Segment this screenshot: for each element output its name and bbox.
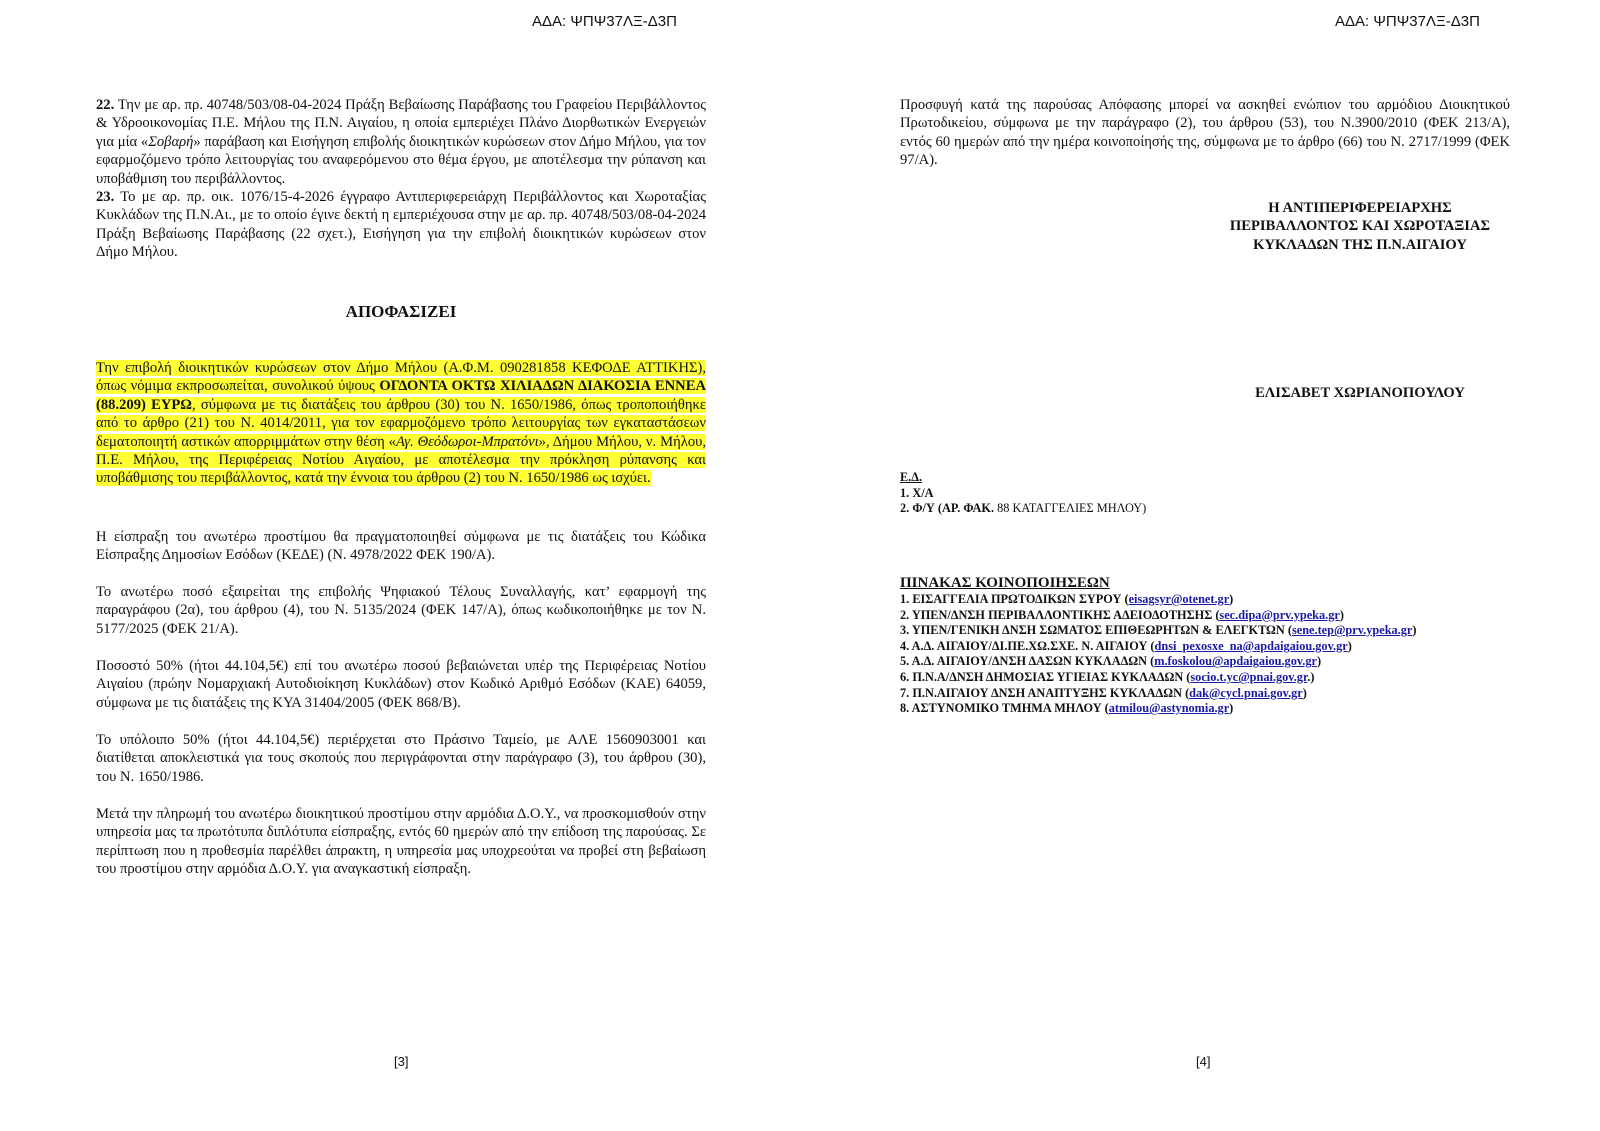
page-4 xyxy=(800,0,1600,1131)
recipient-name: ΥΠΕΝ/ΔΝΣΗ ΠΕΡΙΒΑΛΛΟΝΤΙΚΗΣ ΑΔΕΙΟΔΟΤΗΣΗΣ xyxy=(911,607,1213,622)
decision-text: Την επιβολή διοικητικών κυρώσεων στον Δήμο Μήλου (Α.Φ.Μ. 090281858 ΚΕΦΟΔΕ ΑΤΤΙΚΗΣ), όπως νόμιμα εκπροσωπείται, συνολικού ύψους ΟΓΔΟΝΤΑ ΟΚΤΩ ΧΙΛΙΑΔΩΝ ΔΙΑΚΟΣΙΑ ΕΝΝΕΑ (88.209) ΕΥΡΩ, σύμφωνα με τις διατάξεις του άρθρου (30) του Ν. 1650/1986, όπως τροποποιήθηκε από το άρθρο (21) του Ν. 4014/2011, για τον εφαρμοζόμενο τρόπο λειτουργίας των εγκαταστάσεων δεματοποιητή αστικών απορριμμάτων στην θέση «Αγ. Θεόδωροι-Μπρατόνι», Δήμου Μήλου, ν. Μήλου, Π.Ε. Μήλου, της Περιφέρειας Νοτίου Αιγαίου, με αποτέλεσμα την πρόκληση ρύπανσης και υποβάθμισης του περιβάλλοντος, κατά την έννοια του άρθρου (2) του Ν. 1650/1986 ως ισχύει. xyxy=(96,360,706,487)
recipient-email-link[interactable]: dak@cycl.pnai.gov.gr xyxy=(1189,685,1303,700)
recipient-name: ΑΣΤΥΝΟΜΙΚΟ ΤΜΗΜΑ ΜΗΛΟΥ xyxy=(911,701,1102,716)
distribution-list xyxy=(900,574,1540,717)
consideration-23: 23. Το με αρ. πρ. οικ. 1076/15-4-2026 έγγραφο Αντιπεριφερειάρχη Περιβάλλοντος και Χωροταξίας Κυκλάδων της Π.Ν.Αι., με το οποίο έγινε δεκτή η εμπεριέχουσα στην με αρ. πρ. 40748/503/08-04-2024 Πράξη Βεβαίωσης Παράβασης (22 σχετ.), Εισήγηση για την επιβολή διοικητικών κυρώσεων στον Δήμο Μήλου. xyxy=(96,189,706,261)
recipient-name: ΥΠΕΝ/ΓΕΝΙΚΗ ΔΝΣΗ ΣΩΜΑΤΟΣ ΕΠΙΘΕΩΡΗΤΩΝ & ΕΛΕΓΚΤΩΝ xyxy=(911,623,1285,638)
ada-code: ΑΔΑ: ΨΠΨ37ΛΞ-Δ3Π xyxy=(532,13,677,30)
recipient-email-link[interactable]: eisagsyr@otenet.gr xyxy=(1128,592,1230,606)
payment-paragraph: Μετά την πληρωμή του ανωτέρω διοικητικού προστίμου στην αρμόδια Δ.Ο.Υ., να προσκομισθούν στην υπηρεσία μας τα πρωτότυπα διπλότυπα είσπραξης, εντός 60 ημερών από την επίδοση της παρούσας. Σε περίπτωση που η προθεσμία παρέλθει άπρακτη, η υπηρεσία μας υποχρεούται να προβεί στη βεβαίωση του προστίμου στην αρμόδια Δ.Ο.Υ. για αναγκαστική είσπραξη. xyxy=(96,806,706,878)
distribution-item: 1. ΕΙΣΑΓΓΕΛΙΑ ΠΡΩΤΟΔΙΚΩΝ ΣΥΡΟΥ (eisagsyr@otenet.gr) xyxy=(900,592,1234,606)
distribution-item: 2. ΥΠΕΝ/ΔΝΣΗ ΠΕΡΙΒΑΛΛΟΝΤΙΚΗΣ ΑΔΕΙΟΔΟΤΗΣΗΣ (sec.dipa@prv.ypeka.gr) xyxy=(900,607,1344,622)
decision-paragraph xyxy=(96,359,706,488)
distribution-heading: ΠΙΝΑΚΑΣ ΚΟΙΝΟΠΟΙΗΣΕΩΝ xyxy=(900,575,1110,591)
distribution-item: 5. Α.Δ. ΑΙΓΑΙΟΥ/ΔΝΣΗ ΔΑΣΩΝ ΚΥΚΛΑΔΩΝ (m.foskolou@apdaigaiou.gov.gr) xyxy=(900,654,1322,669)
distribution-item: 3. ΥΠΕΝ/ΓΕΝΙΚΗ ΔΝΣΗ ΣΩΜΑΤΟΣ ΕΠΙΘΕΩΡΗΤΩΝ & ΕΛΕΓΚΤΩΝ (sene.tep@prv.ypeka.gr) xyxy=(900,623,1417,638)
recipient-name: Α.Δ. ΑΙΓΑΙΟΥ/ΔΝΣΗ ΔΑΣΩΝ ΚΥΚΛΑΔΩΝ xyxy=(911,654,1148,669)
distribution-item: 4. Α.Δ. ΑΙΓΑΙΟΥ/ΔΙ.ΠΕ.ΧΩ.ΣΧΕ. Ν. ΑΙΓΑΙΟΥ (dnsi_pexosxe_na@apdaigaiou.gov.gr) xyxy=(900,638,1352,653)
collection-paragraph: Η είσπραξη του ανωτέρω προστίμου θα πραγματοποιηθεί σύμφωνα με τις διατάξεις του Κώδικα Είσπραξης Δημοσίων Εσόδων (ΚΕΔΕ) (Ν. 4978/2022 ΦΕΚ 190/Α). xyxy=(96,529,706,564)
considerations-block xyxy=(96,96,706,262)
appeal-paragraph: Προσφυγή κατά της παρούσας Απόφασης μπορεί να ασκηθεί ενώπιον του αρμόδιου Διοικητικού Πρωτοδικείου, σύμφωνα με την παράγραφο (2), του άρθρου (53), του Ν.3900/2010 (ΦΕΚ 213/Α), εντός 60 ημερών από την ημέρα κοινοποίησής της, σύμφωνα με το άρθρο (66) του Ν. 2717/1999 (ΦΕΚ 97/Α). xyxy=(900,97,1510,169)
recipient-email-link[interactable]: sene.tep@prv.ypeka.gr xyxy=(1291,623,1413,638)
digital-fee-paragraph: Το ανωτέρω ποσό εξαιρείται της επιβολής Ψηφιακού Τέλους Συναλλαγής, κατ’ εφαρμογή της παραγράφου (2α), του άρθρου (4), του Ν. 5135/2024 (ΦΕΚ 147/Α), όπως κωδικοποιήθηκε με τον Ν. 5177/2025 (ΦΕΚ 21/Α). xyxy=(96,584,706,637)
internal-distribution xyxy=(900,470,1500,517)
recipient-email-link[interactable]: socio.t.yc@pnai.gov.gr xyxy=(1190,669,1308,684)
recipient-name: Π.Ν.Α/ΔΝΣΗ ΔΗΜΟΣΙΑΣ ΥΓΙΕΙΑΣ ΚΥΚΛΑΔΩΝ xyxy=(912,669,1184,684)
internal-distribution-heading: Ε.Δ. xyxy=(900,470,923,484)
green-fund-paragraph: Το υπόλοιπο 50% (ήτοι 44.104,5€) περιέρχεται στο Πράσινο Ταμείο, με ΑΛΕ 1560903001 και διατίθεται αποκλειστικά για τους σκοπούς που περιγράφονται στην παράγραφο (3), του άρθρου (30), του Ν. 1650/1986. xyxy=(96,732,706,785)
distribution-item: 8. ΑΣΤΥΝΟΜΙΚΟ ΤΜΗΜΑ ΜΗΛΟΥ (atmilou@astynomia.gr) xyxy=(900,701,1234,716)
internal-list-item: 2. Φ/Υ (ΑΡ. ΦΑΚ. 88 ΚΑΤΑΓΓΕΛΙΕΣ ΜΗΛΟΥ) xyxy=(900,501,1147,516)
ada-code: ΑΔΑ: ΨΠΨ37ΛΞ-Δ3Π xyxy=(1335,13,1480,30)
page-number: [3] xyxy=(394,1054,409,1069)
consideration-22: 22. Την με αρ. πρ. 40748/503/08-04-2024 Πράξη Βεβαίωσης Παράβασης του Γραφείου Περιβάλλοντος & Υδροοικονομίας Π.Ε. Μήλου της Π.Ν. Αιγαίου, η οποία εμπεριέχει Πλάνο Διορθωτικών Ενεργειών για μία «Σοβαρή» παράβαση και Εισήγηση επιβολής διοικητικών κυρώσεων στον Δήμο Μήλου, για τον εφαρμοζόμενο τρόπο λειτουργίας του αναφερόμενου στο θέμα έργου, με αποτέλεσμα την ρύπανση και υποβάθμιση του περιβάλλοντος. xyxy=(96,97,706,187)
recipient-name: Π.Ν.ΑΙΓΑΙΟΥ ΔΝΣΗ ΑΝΑΠΤΥΞΗΣ ΚΥΚΛΑΔΩΝ xyxy=(912,685,1182,700)
internal-list-item: 1. Χ/Α xyxy=(900,485,934,500)
region-share-paragraph: Ποσοστό 50% (ήτοι 44.104,5€) επί του ανωτέρω ποσού βεβαιώνεται υπέρ της Περιφέρειας Νοτίου Αιγαίου (πρώην Νομαρχιακή Αυτοδιοίκηση Κυκλάδων) στον Κωδικό Αριθμό Εσόδων (ΚΑΕ) 64059, σύμφωνα με τις διατάξεις της ΚΥΑ 31404/2005 (ΦΕΚ 868/Β). xyxy=(96,658,706,711)
recipient-name: ΕΙΣΑΓΓΕΛΙΑ ΠΡΩΤΟΔΙΚΩΝ ΣΥΡΟΥ xyxy=(912,592,1122,606)
decides-heading: ΑΠΟΦΑΣΙΖΕΙ xyxy=(345,302,457,321)
distribution-item: 7. Π.Ν.ΑΙΓΑΙΟΥ ΔΝΣΗ ΑΝΑΠΤΥΞΗΣ ΚΥΚΛΑΔΩΝ (dak@cycl.pnai.gov.gr) xyxy=(900,685,1307,700)
distribution-item: 6. Π.Ν.Α/ΔΝΣΗ ΔΗΜΟΣΙΑΣ ΥΓΙΕΙΑΣ ΚΥΚΛΑΔΩΝ (socio.t.yc@pnai.gov.gr.) xyxy=(900,669,1315,684)
signatory-name: ΕΛΙΣΑΒΕΤ ΧΩΡΙΑΝΟΠΟΥΛΟΥ xyxy=(1255,385,1465,401)
recipient-email-link[interactable]: m.foskolou@apdaigaiou.gov.gr xyxy=(1154,654,1317,669)
signatory-title: Η ΑΝΤΙΠΕΡΙΦΕΡΕΙΑΡΧΗΣ ΠΕΡΙΒΑΛΛΟΝΤΟΣ ΚΑΙ ΧΩΡΟΤΑΞΙΑΣ ΚΥΚΛΑΔΩΝ ΤΗΣ Π.Ν.ΑΙΓΑΙΟΥ xyxy=(1229,200,1491,253)
recipient-email-link[interactable]: dnsi_pexosxe_na@apdaigaiou.gov.gr xyxy=(1154,638,1348,653)
recipient-name: Α.Δ. ΑΙΓΑΙΟΥ/ΔΙ.ΠΕ.ΧΩ.ΣΧΕ. Ν. ΑΙΓΑΙΟΥ xyxy=(911,638,1148,653)
page-number: [4] xyxy=(1196,1054,1211,1069)
recipient-email-link[interactable]: atmilou@astynomia.gr xyxy=(1108,701,1230,716)
recipient-email-link[interactable]: sec.dipa@prv.ypeka.gr xyxy=(1219,607,1340,622)
